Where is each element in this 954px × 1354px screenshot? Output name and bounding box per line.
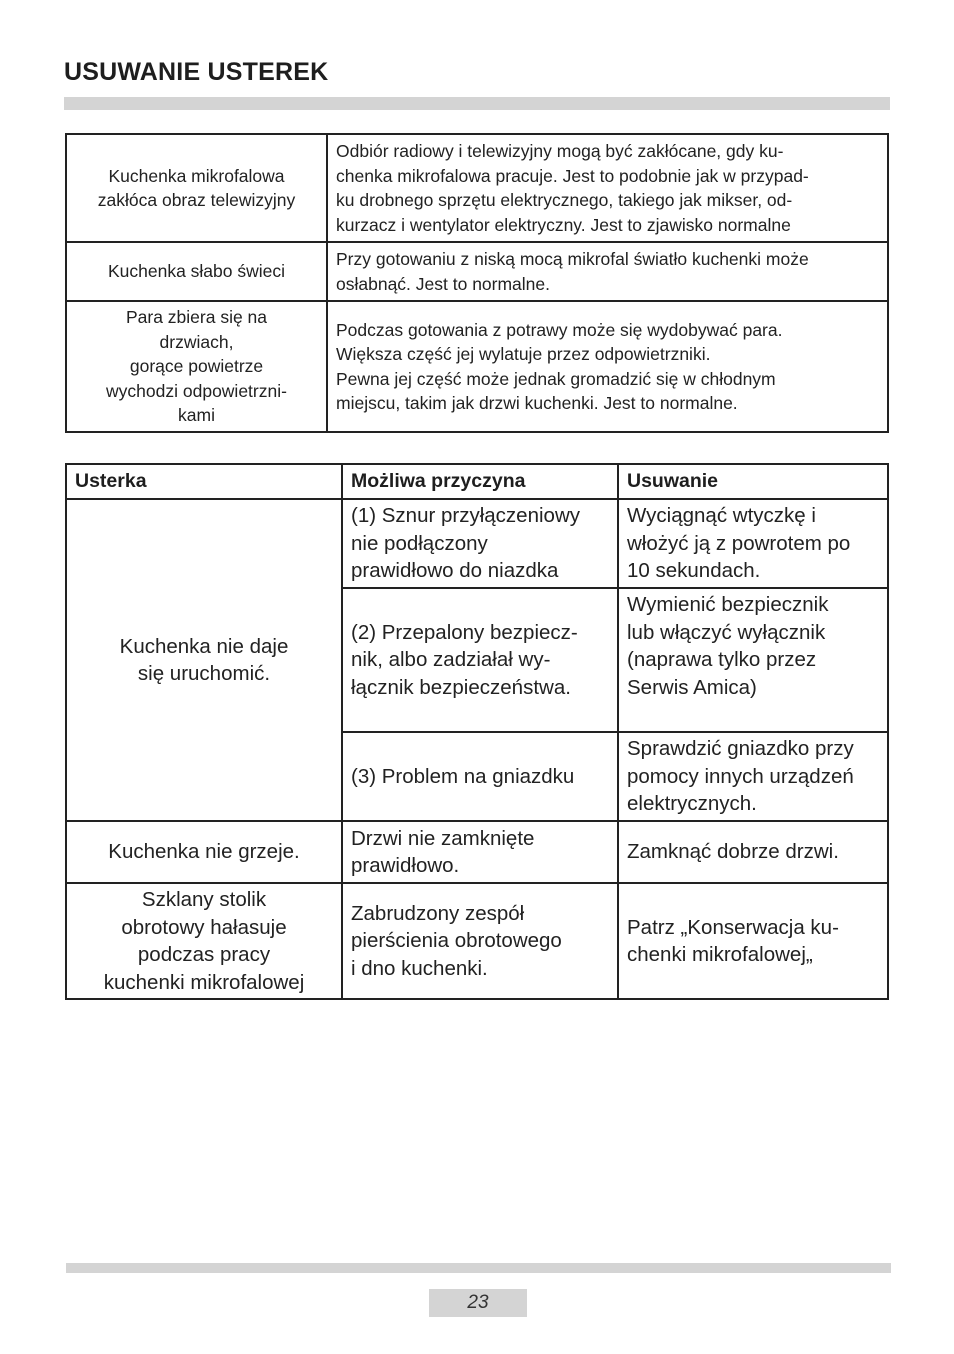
fault-cell: Kuchenka nie grzeje. [66, 821, 342, 883]
header-fault: Usterka [66, 464, 342, 499]
fault-cell: Kuchenka nie daje się uruchomić. [66, 499, 342, 821]
table-row [66, 499, 888, 588]
troubleshooting-table [65, 463, 889, 1000]
solution-cell: Podczas gotowania z potrawy może się wydobywać para. Większa część jej wylatuje przez odpowietrzniki. Pewna jej część może jednak gromadzić się w chłodnym miejscu, takim jak drzwi kuchenki. Jest to normalne. [327, 301, 888, 432]
table-header-row [66, 464, 888, 499]
header-fix: Usuwanie [618, 464, 888, 499]
problem-cell: Para zbiera się na drzwiach, gorące powietrze wychodzi odpowietrzni- kami [66, 301, 327, 432]
page-title: USUWANIE USTEREK [64, 58, 329, 86]
fix-cell: Zamknąć dobrze drzwi. [618, 821, 888, 883]
cause-cell: Zabrudzony zespół pierścienia obrotowego i dno kuchenki. [342, 883, 618, 999]
symptoms-table [65, 133, 889, 433]
fix-cell: Sprawdzić gniazdko przy pomocy innych urządzeń elektrycznych. [618, 732, 888, 821]
table-row [66, 301, 888, 432]
header-cause: Możliwa przyczyna [342, 464, 618, 499]
footer-divider [66, 1263, 891, 1273]
cause-cell: (1) Sznur przyłączeniowy nie podłączony prawidłowo do niazdka [342, 499, 618, 588]
solution-cell: Odbiór radiowy i telewizyjny mogą być zakłócane, gdy ku- chenka mikrofalowa pracuje. Jest to podobnie jak w przypad- ku drobnego sprzętu elektrycznego, takiego jak mikser, od- kurzacz i wentylator elektryczny. Jest to zjawisko normalne [327, 134, 888, 242]
problem-cell: Kuchenka słabo świeci [66, 242, 327, 301]
cause-cell: (2) Przepalony bezpiecz- nik, albo zadziałał wy- łącznik bezpieczeństwa. [342, 588, 618, 732]
table-row [66, 821, 888, 883]
fix-cell: Wymienić bezpiecznik lub włączyć wyłącznik (naprawa tylko przez Serwis Amica) [618, 588, 888, 732]
fix-cell: Patrz „Konserwacja ku- chenki mikrofalowej„ [618, 883, 888, 999]
solution-cell: Przy gotowaniu z niską mocą mikrofal światło kuchenki może osłabnąć. Jest to normalne. [327, 242, 888, 301]
table-row [66, 883, 888, 999]
problem-cell: Kuchenka mikrofalowa zakłóca obraz telewizyjny [66, 134, 327, 242]
cause-cell: Drzwi nie zamknięte prawidłowo. [342, 821, 618, 883]
title-divider [64, 97, 890, 110]
fault-cell: Szklany stolik obrotowy hałasuje podczas pracy kuchenki mikrofalowej [66, 883, 342, 999]
cause-cell: (3) Problem na gniazdku [342, 732, 618, 821]
page-number: 23 [429, 1289, 527, 1317]
table-row [66, 134, 888, 242]
fix-cell: Wyciągnąć wtyczkę i włożyć ją z powrotem po 10 sekundach. [618, 499, 888, 588]
table-row [66, 242, 888, 301]
